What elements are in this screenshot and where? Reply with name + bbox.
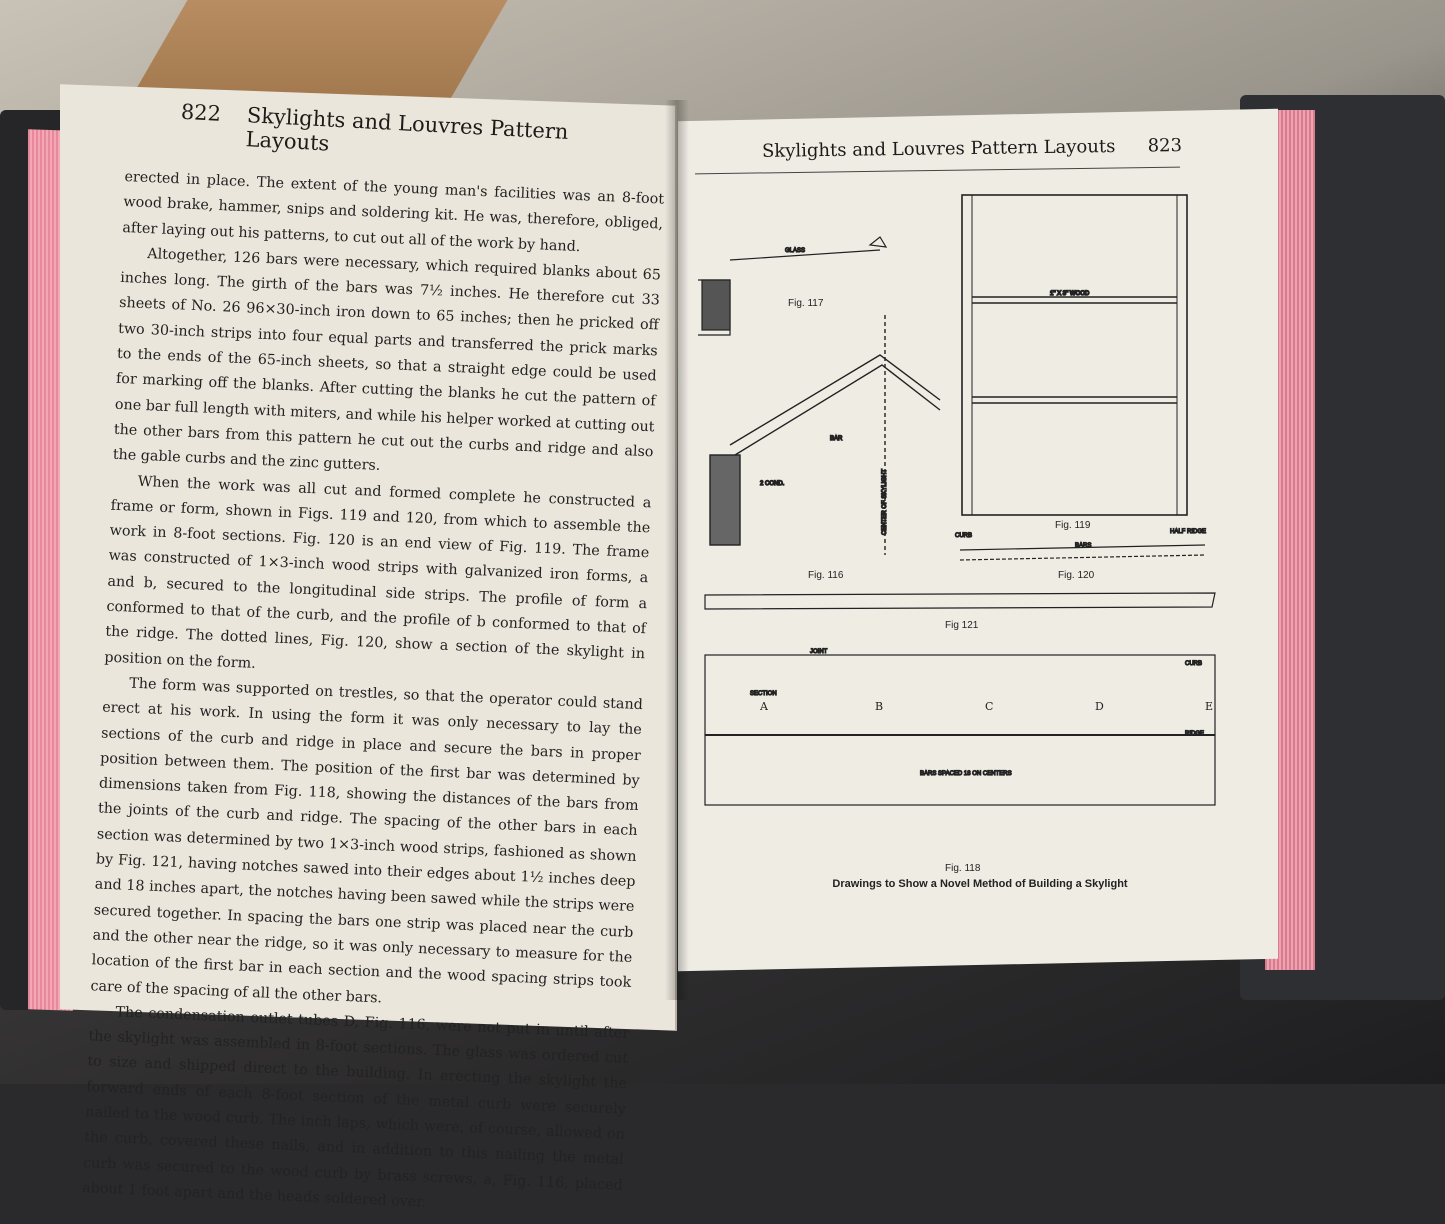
figures-drawing (690, 175, 1250, 875)
paragraph: Altogether, 126 bars were necessary, which required blanks about 65 inches long. The girth of the bars was 7½ inches. He therefore cut 33 sheets of No. 26 96×30-inch iron down to 65 inches; then he pricked off two 30-inch strips into four equal parts and transferred the prick marks to the ends of the 65-inch sheets, so that a straight edge could be used for marking off the blanks. After cutting the blanks he cut the pattern of one bar full length with miters, and while his helper worked at cutting out the other bars from this pattern he cut out the curbs and ridge and also the gable curbs and the zinc gutters. (112, 245, 662, 475)
fig-119-drawing (962, 195, 1187, 515)
paragraph: erected in place. The extent of the young man's facilities was an 8-foot wood brake, hammer, snips and soldering kit. He was, therefore, obliged, after laying out his patterns, to cut out all of the work by hand. (122, 168, 665, 255)
fig-119-label: Fig. 119 (1055, 520, 1091, 531)
fig-120-drawing (955, 529, 1206, 560)
section-b: B (875, 700, 884, 713)
figure-caption: Drawings to Show a Novel Method of Building a Skylight (832, 878, 1128, 890)
section-e: E (1205, 700, 1214, 713)
cond-label: 2 COND. (760, 481, 785, 487)
fig-121-label: Fig 121 (945, 620, 979, 631)
section-label: SECTION (750, 691, 777, 697)
ridge-label: RIDGE (1185, 731, 1205, 737)
fig-118-drawing (705, 649, 1215, 805)
wood-label: 1" X 3" WOOD (1050, 291, 1090, 297)
fig-117-label: Fig. 117 (788, 298, 824, 309)
left-running-head: Skylights and Louvres Pattern Layouts (245, 103, 570, 156)
bars-label: BARS (1075, 543, 1092, 549)
fig-120-label: Fig. 120 (1058, 570, 1095, 581)
paragraph: When the work was all cut and formed complete he constructed a frame or form, shown in Figs. 119 and 120, from which to assemble the work in 8-foot sections. Fig. 120 is an end view of Fig. 119. The frame was constructed of 1×3-inch wood strips with galvanized iron forms, a and b, secured to the longitudinal side strips. The profile of form a conformed to that of the curb, and the profile of b conformed to that of the ridge. The dotted lines, Fig. 120, show a section of the skylight in position on the form. (104, 473, 652, 672)
right-running-head: Skylights and Louvres Pattern Layouts (761, 135, 1116, 162)
fig-117-drawing (698, 237, 886, 335)
paragraph: The condensation outlet tubes D, Fig. 116, were not put in until after the skylight was assembled in 8-foot sections. The glass was ordered cut to size and shipped direct to the building. In erecting the skylight the forward ends of each 8-foot section of the metal curb were securely nailed to the wood curb. The inch laps, which were, of course, allowed on the curb, covered these nails, and in addition to this nailing the metal curb was secured to the wood curb by brass screws, a, Fig. 116, placed about 1 foot apart and the heads soldered over. (81, 1004, 630, 1211)
fig-118-label: Fig. 118 (945, 863, 981, 874)
left-page-body (82, 165, 665, 1224)
left-page-number: 822 (180, 99, 222, 126)
section-a: A (760, 700, 768, 713)
paragraph: The form was supported on trestles, so that the operator could stand erect at his work. In using the form it was only necessary to lay the sections of the curb and ridge in place and secure the bars in proper position between them. The position of the first bar was determined by dimensions taken from Fig. 118, showing the distances of the bars from the joints of the curb and ridge. The spacing of the other bars in each section was determined by two 1×3-inch wood strips, fashioned as shown by Fig. 121, having notches sawed into their edges about 1½ inches deep and 18 inches apart, the notches having been sawed while the strips were secured together. In spacing the bars one strip was placed near the curb and the other near the ridge, so it was only necessary to measure for the location of the first bar in each section and the wood spacing strips took care of the spacing of all the other bars. (90, 675, 644, 1006)
joint-label: JOINT (810, 649, 828, 655)
fig-116-drawing (710, 315, 940, 555)
book-gutter (665, 100, 689, 1000)
curb-label-120: CURB (955, 533, 973, 539)
bars-spaced-label: BARS SPACED 18 ON CENTERS (920, 771, 1012, 777)
bar-label: BAR (830, 436, 843, 442)
section-d: D (1095, 700, 1104, 713)
section-c: C (985, 700, 994, 713)
center-label: CENTER OF SKYLIGHT (882, 468, 888, 535)
curb-label-118: CURB (1185, 661, 1203, 667)
glass-label: GLASS (785, 248, 806, 254)
right-page-number: 823 (1147, 135, 1183, 157)
fig-121-strip (705, 593, 1215, 609)
half-ridge-label: HALF RIDGE (1170, 529, 1207, 535)
fig-116-label: Fig. 116 (808, 570, 844, 581)
